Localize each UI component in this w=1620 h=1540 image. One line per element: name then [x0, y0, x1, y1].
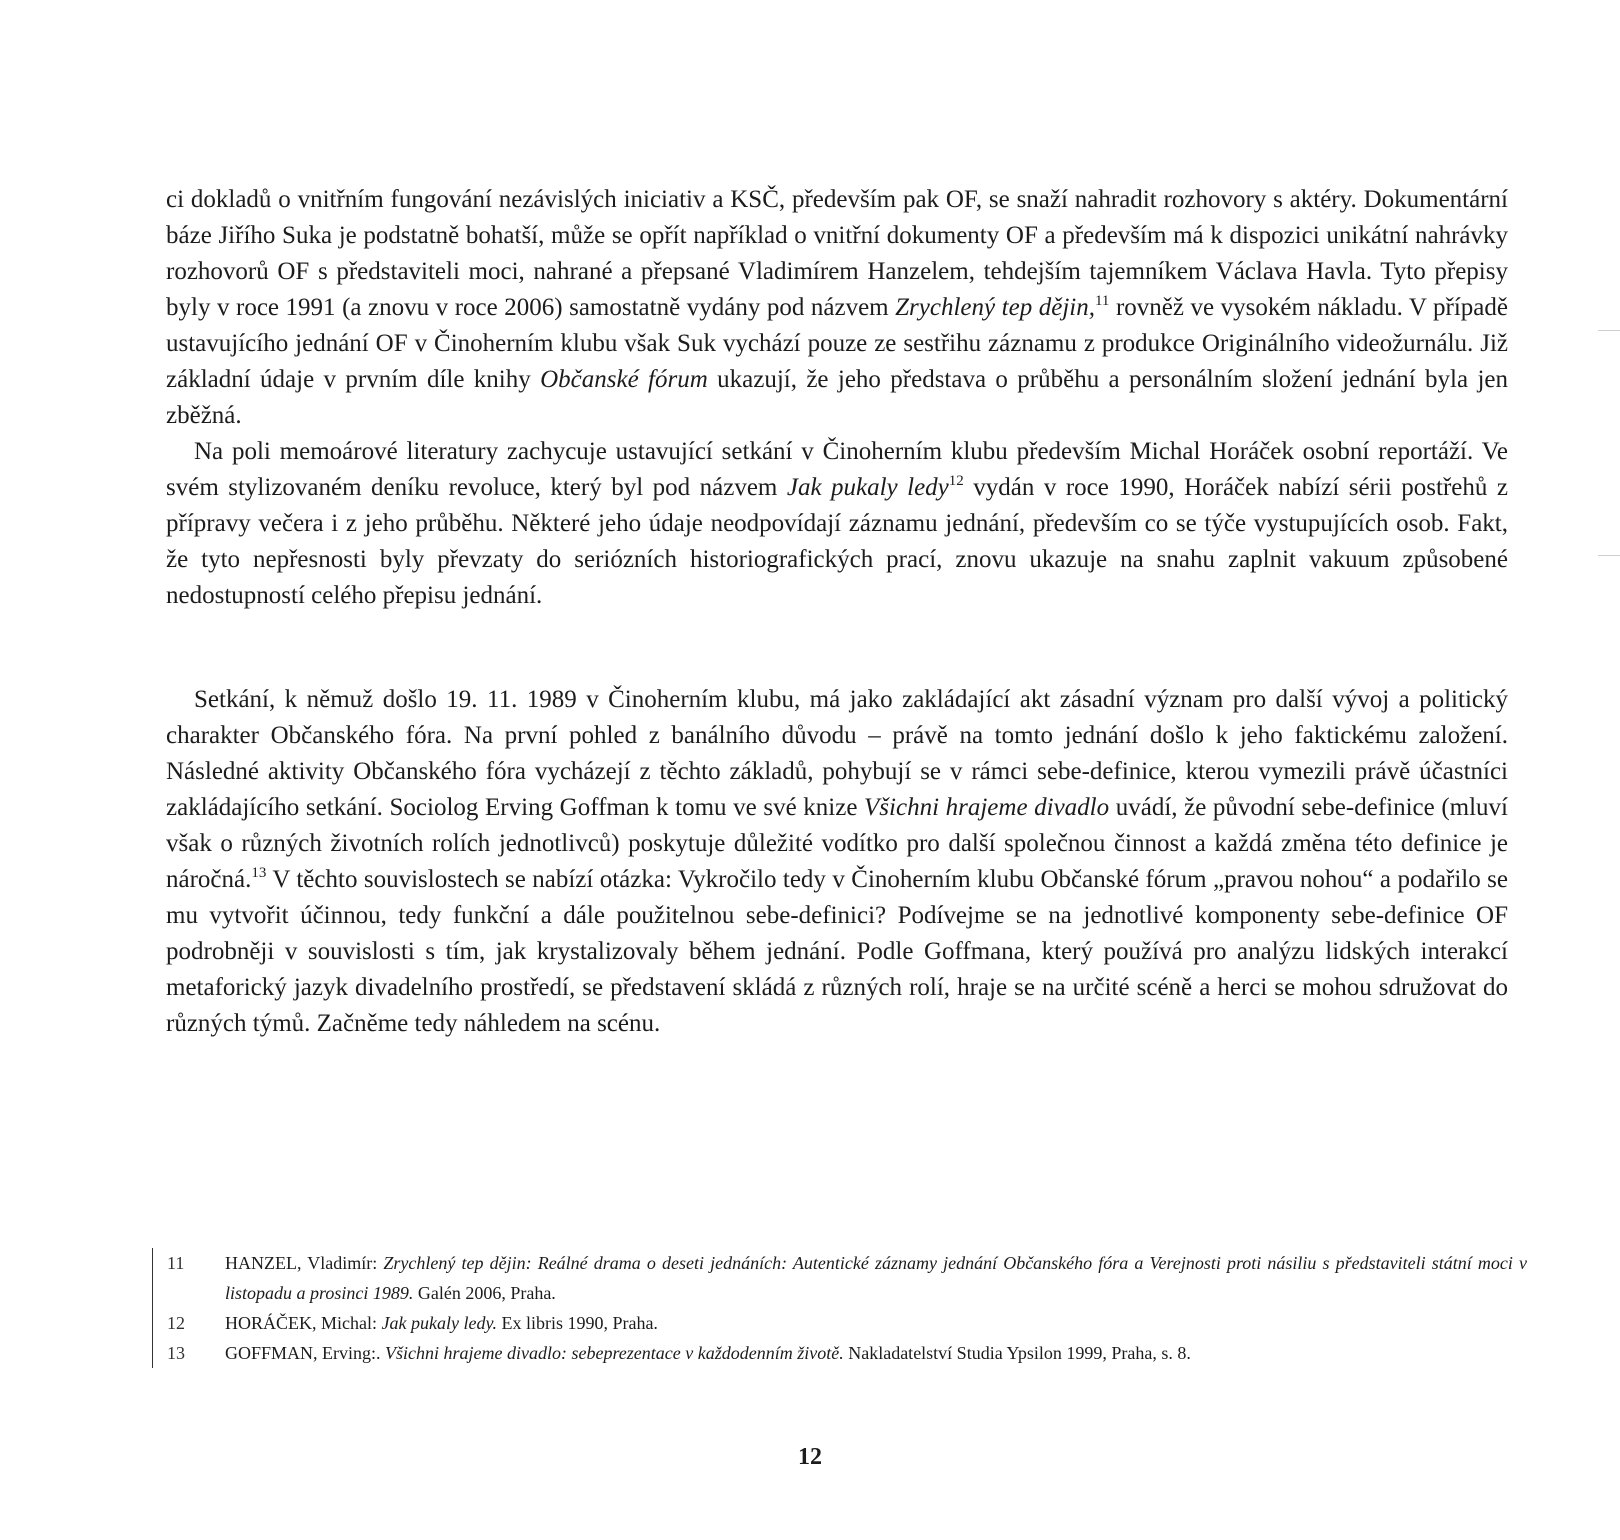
- footnote-text: HANZEL, Vladimír: Zrychlený tep dějin: Reálné drama o deseti jednáních: Autentické záznamy jednání Občanského fóra a Verejnosti proti násiliu s představiteli státní moci v listopadu a prosinci 1989. Galén 2006, Praha.: [225, 1253, 1527, 1303]
- scan-edge-mark: [1598, 555, 1620, 556]
- footnote-ref-12[interactable]: 12: [948, 473, 964, 489]
- footnote-ref-11[interactable]: 11: [1094, 293, 1110, 309]
- book-title-obcanske-forum: Občanské fórum: [540, 366, 708, 393]
- footnote-number: 11: [167, 1253, 185, 1273]
- book-title-jak-pukaly-ledy: Jak pukaly ledy: [786, 474, 949, 501]
- footnote-text: GOFFMAN, Erving:. Všichni hrajeme divadlo: sebeprezentace v každodenním životě. Nakladatelství Studia Ypsilon 1999, Praha, s. 8.: [225, 1343, 1191, 1363]
- scan-edge-mark: [1598, 330, 1620, 331]
- page-number: 12: [798, 1444, 822, 1470]
- footnote-number: 12: [167, 1313, 185, 1333]
- footnote-13: [167, 1338, 1527, 1368]
- paragraph-setkani: Setkání, k němuž došlo 19. 11. 1989 v Činoherním klubu, má jako zakládající akt zásadní význam pro další vývoj a politický charakter Občanského fóra. Na první pohled z banálního důvodu – právě na tomto jednání došlo k jeho faktickému založení. Následné aktivity Občanského fóra vycházejí z těchto základů, pohybují se v rámci sebe-definice, kterou vymezili právě účastníci zakládajícího setkání. Sociolog Erving Goffman k tomu ve své knize Všichni hrajeme divadlo uvádí, že původní sebe-definice (mluví však o různých životních rolích jednotlivců) poskytuje důležité vodítko pro další společnou činnost a každá změna této definice je náročná.$^{13}$ V těchto souvislostech se nabízí otázka: Vykročilo tedy v Činoherním klubu Občanské fórum „pravou nohou“ a podařilo se mu vytvořit účinnou, tedy funkční a dále použitelnou sebe-definici? Podívejme se na jednotlivé komponenty sebe-definice OF podrobněji v souvislosti s tím, jak krystalizovaly během jednání. Podle Goffmana, který používá pro analýzu lidských interakcí metaforický jazyk divadelního prostředí, se představení skládá z různých rolí, hraje se na určité scéně a herci se mohou sdružovat do různých týmů. Začněme tedy náhledem na scénu.: [166, 686, 1508, 1037]
- text-block-bottom: [166, 682, 1508, 1042]
- footnote-number: 13: [167, 1343, 185, 1363]
- paragraph-memoirs: Na poli memoárové literatury zachycuje ustavující setkání v Činoherním klubu především Michal Horáček osobní reportáží. Ve svém stylizovaném deníku revoluce, který byl pod názvem Jak pukaly ledy$^{12}$ vydán v roce 1990, Horáček nabízí sérii postřehů z přípravy večera i z jeho průběhu. Některé jeho údaje neodpovídají záznamu jednání, především co se týče vystupujících osob. Fakt, že tyto nepřesnosti byly převzaty do seriózních historiografických prací, znovu ukazuje na snahu zaplnit vakuum způsobené nedostupností celého přepisu jednání.: [166, 438, 1508, 609]
- book-title-zrychleny-tep: Zrychlený tep dějin,: [895, 294, 1095, 321]
- footnote-11: [167, 1248, 1527, 1308]
- footnotes: [152, 1248, 1527, 1368]
- footnote-12: [167, 1308, 1527, 1338]
- footnote-ref-13[interactable]: 13: [251, 865, 267, 881]
- book-title-vsichni-hrajeme-divadlo: Všichni hrajeme divadlo: [864, 794, 1110, 821]
- footnote-text: HORÁČEK, Michal: Jak pukaly ledy. Ex libris 1990, Praha.: [225, 1313, 658, 1333]
- paragraph-sources: ci dokladů o vnitřním fungování nezávislých iniciativ a KSČ, především pak OF, se snaží nahradit rozhovory s aktéry. Dokumentární báze Jiřího Suka je podstatně bohatší, může se opřít například o vnitřní dokumenty OF a především má k dispozici unikátní nahrávky rozhovorů OF s představiteli moci, nahrané a přepsané Vladimírem Hanzelem, tehdejším tajemníkem Václava Havla. Tyto přepisy byly v roce 1991 (a znovu v roce 2006) samostatně vydány pod názvem Zrychlený tep dějin,$^{11}$ rovněž ve vysokém nákladu. V případě ustavujícího jednání OF v Činoherním klubu však Suk vychází pouze ze sestřihu záznamu z produkce Originálního videožurnálu. Již základní údaje v prvním díle knihy Občanské fórum ukazují, že jeho představa o průběhu a personálním složení jednání byla jen zběžná.: [166, 186, 1508, 429]
- text-block-top: [166, 182, 1508, 614]
